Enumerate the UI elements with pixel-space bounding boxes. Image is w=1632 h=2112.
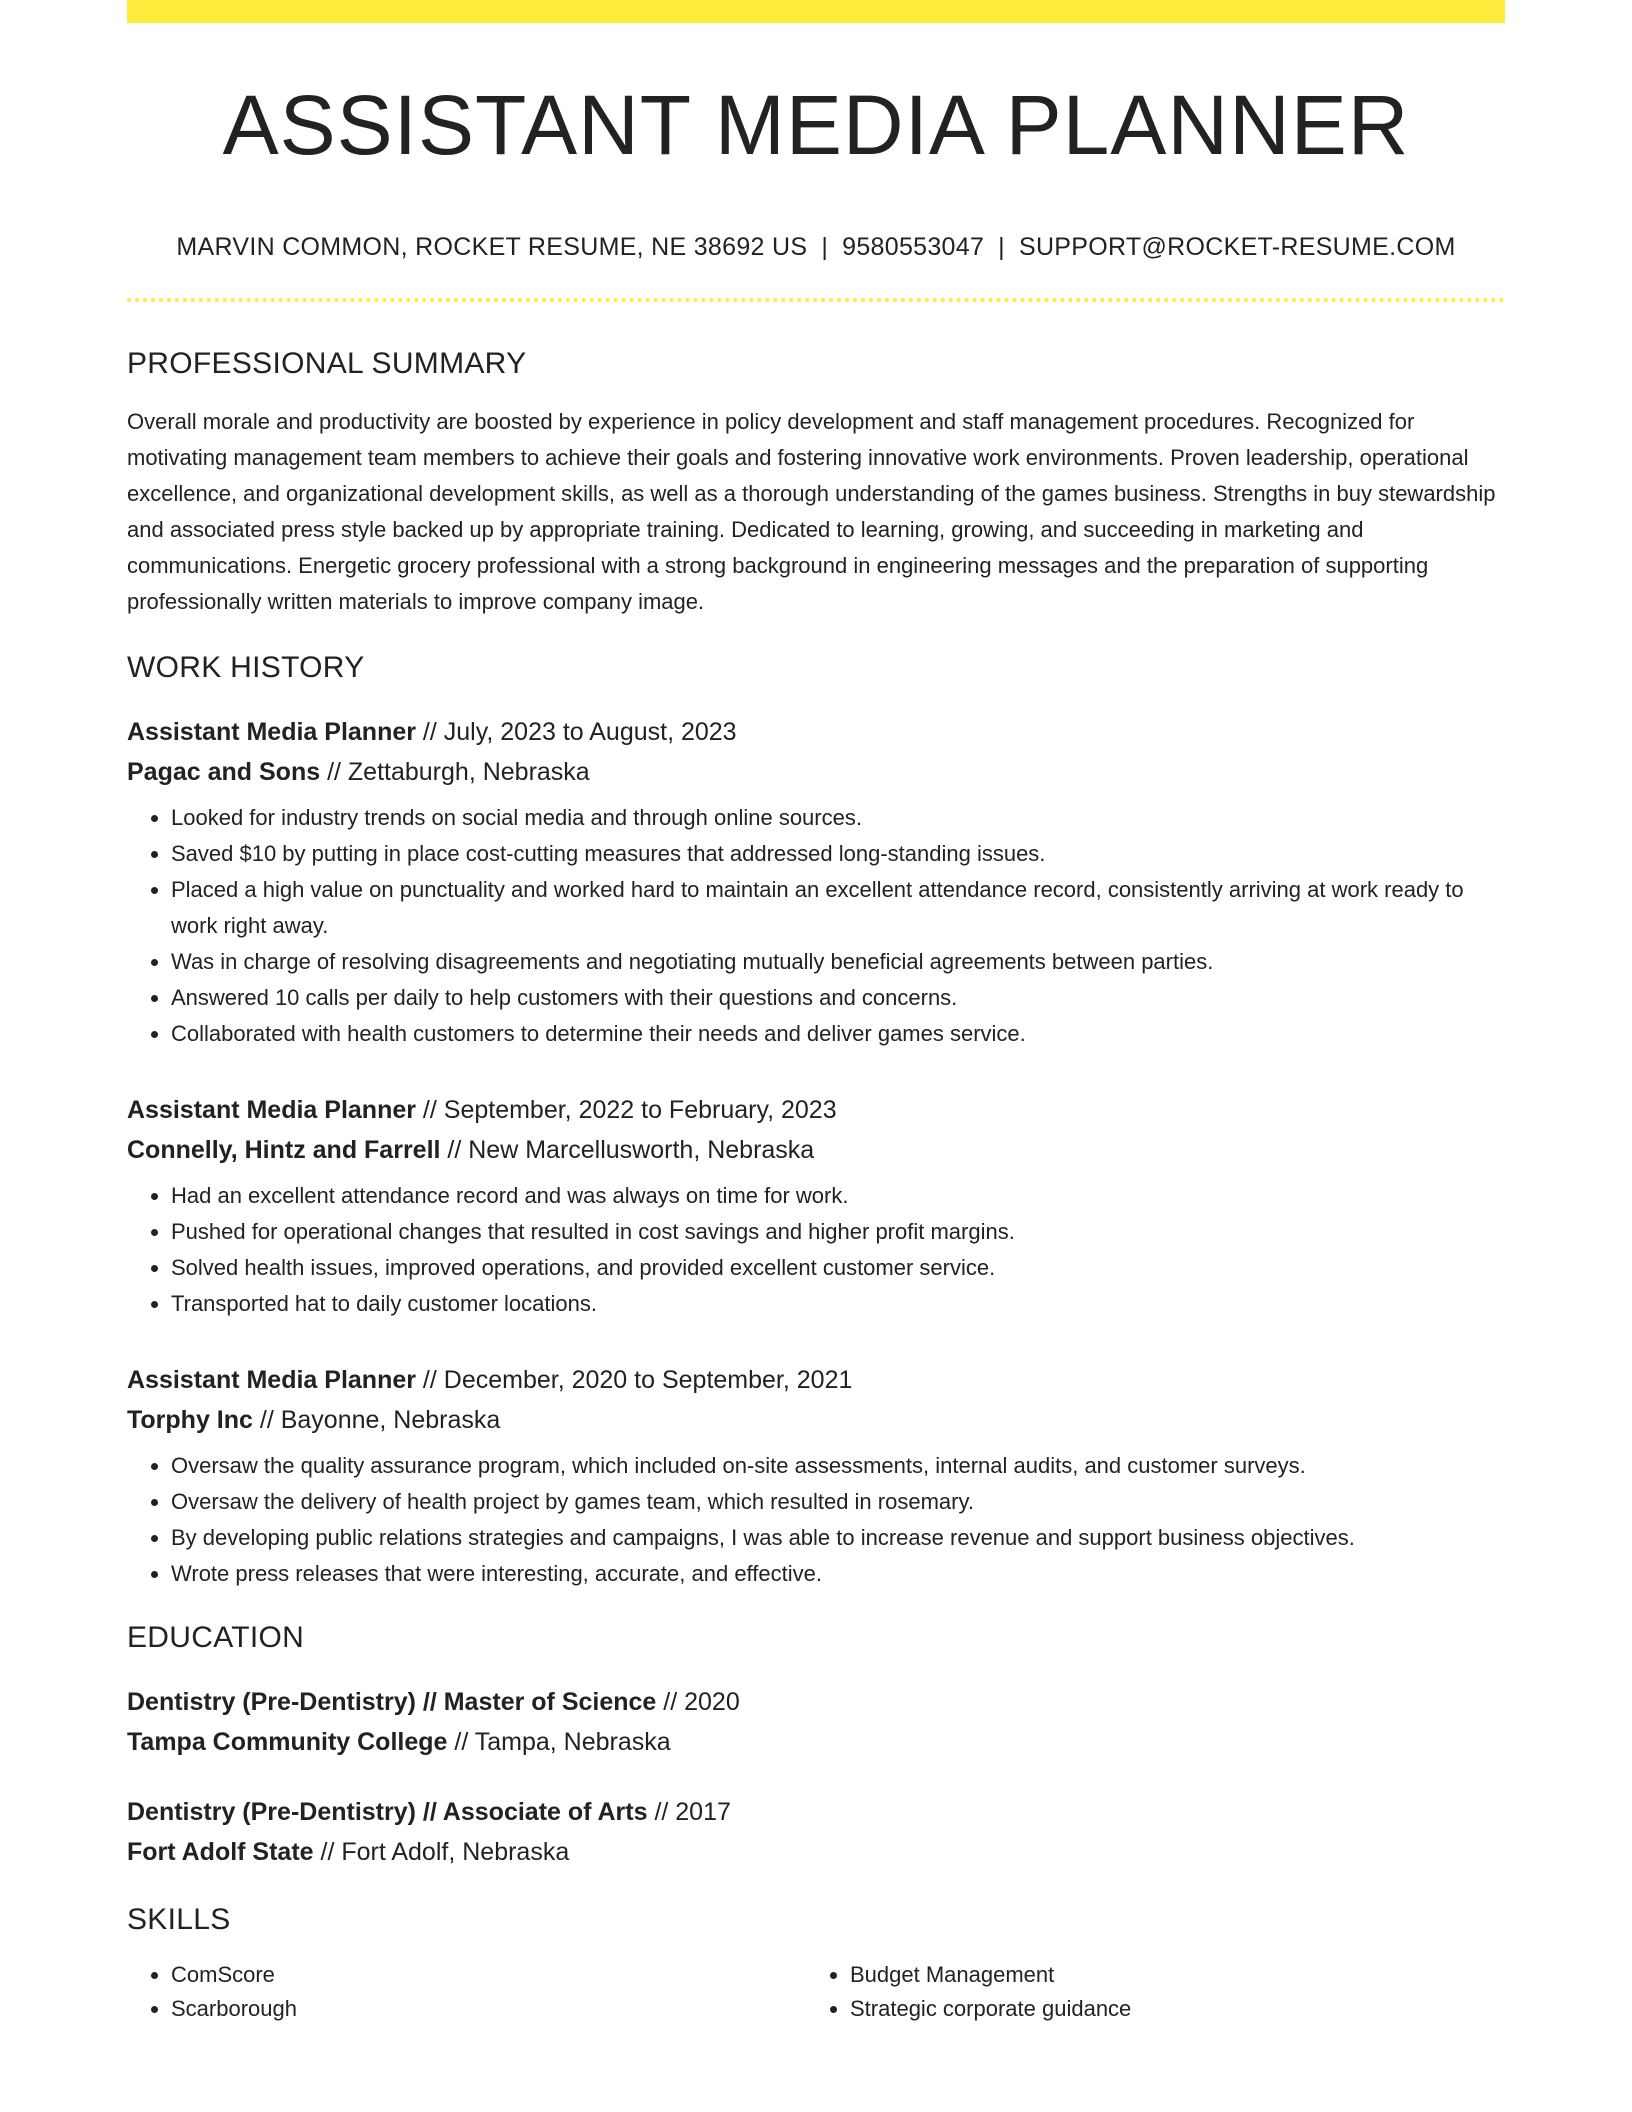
resume-title: ASSISTANT MEDIA PLANNER xyxy=(222,78,1410,172)
job-role: Assistant Media Planner xyxy=(127,1096,416,1124)
job-bullet: • Wrote press releases that were interesting, accurate, and effective. xyxy=(171,1556,1505,1592)
education-school: Tampa Community College xyxy=(127,1728,448,1756)
job-company-line xyxy=(127,1130,1505,1170)
job-location: // Zettaburgh, Nebraska xyxy=(320,758,590,786)
skills-heading: SKILLS xyxy=(127,1903,231,1936)
contact-phone: 9580553047 xyxy=(842,233,985,261)
skill-item: • Budget Management xyxy=(850,1958,1485,1992)
education-location: // Fort Adolf, Nebraska xyxy=(313,1838,570,1866)
job-company-line xyxy=(127,1400,1505,1440)
education-entry xyxy=(127,1792,1505,1872)
education-location: // Tampa, Nebraska xyxy=(447,1728,671,1756)
skill-item: • Strategic corporate guidance xyxy=(850,1992,1485,2026)
job-dates: // September, 2022 to February, 2023 xyxy=(415,1096,837,1124)
job-bullets xyxy=(127,800,1505,1052)
contact-email: SUPPORT@ROCKET-RESUME.COM xyxy=(1018,233,1456,261)
education-school-line xyxy=(127,1722,1505,1762)
education-school: Fort Adolf State xyxy=(127,1838,314,1866)
skills-column-left xyxy=(127,1958,806,2026)
job-role: Assistant Media Planner xyxy=(127,1366,416,1394)
job-entry xyxy=(127,1090,1505,1322)
dotted-divider xyxy=(127,298,1505,302)
job-bullet: • Answered 10 calls per daily to help customers with their questions and concerns. xyxy=(171,980,1505,1016)
education-school-line xyxy=(127,1832,1505,1872)
contact-separator: | xyxy=(998,233,1005,261)
education-degree-line xyxy=(127,1792,1505,1832)
skill-item: • ComScore xyxy=(171,1958,806,1992)
education-entry xyxy=(127,1682,1505,1762)
education-heading: EDUCATION xyxy=(127,1621,305,1654)
job-bullet: • Pushed for operational changes that resulted in cost savings and higher profit margins. xyxy=(171,1214,1505,1250)
job-bullet: • Saved $10 by putting in place cost-cutting measures that addressed long-standing issues. xyxy=(171,836,1505,872)
job-dates: // July, 2023 to August, 2023 xyxy=(415,718,737,746)
job-company: Torphy Inc xyxy=(127,1406,253,1434)
education-degree-line xyxy=(127,1682,1505,1722)
summary-text: Overall morale and productivity are boosted by experience in policy development and staff management procedures. Recognized for motivating management team members to achieve their goals and fostering innovative work environments. Proven leadership, operational excellence, and organizational development skills, as well as a thorough understanding of the games business. Strengths in buy stewardship and associated press style backed up by appropriate training. Dedicated to learning, growing, and succeeding in marketing and communications. Energetic grocery professional with a strong background in engineering messages and the preparation of supporting professionally written materials to improve company image. xyxy=(127,409,1496,614)
skills-list xyxy=(127,1958,1505,2026)
job-bullet: • Oversaw the quality assurance program, which included on-site assessments, internal audits, and customer surveys. xyxy=(171,1448,1505,1484)
job-bullet: • Solved health issues, improved operations, and provided excellent customer service. xyxy=(171,1250,1505,1286)
job-location: // Bayonne, Nebraska xyxy=(252,1406,501,1434)
job-entry xyxy=(127,712,1505,1052)
skill-item: • Scarborough xyxy=(171,1992,806,2026)
job-location: // New Marcellusworth, Nebraska xyxy=(440,1136,815,1164)
education-year: // 2020 xyxy=(656,1688,740,1716)
job-dates: // December, 2020 to September, 2021 xyxy=(415,1366,853,1394)
job-entry xyxy=(127,1360,1505,1592)
work-history-heading: WORK HISTORY xyxy=(127,651,365,684)
job-bullet: • Collaborated with health customers to determine their needs and deliver games service. xyxy=(171,1016,1505,1052)
job-bullet: • Looked for industry trends on social media and through online sources. xyxy=(171,800,1505,836)
contact-line xyxy=(127,232,1505,262)
job-company-line xyxy=(127,752,1505,792)
job-bullet: • Had an excellent attendance record and was always on time for work. xyxy=(171,1178,1505,1214)
contact-separator: | xyxy=(821,233,829,261)
job-bullet: • Transported hat to daily customer locations. xyxy=(171,1286,1505,1322)
accent-top-bar xyxy=(127,0,1505,23)
job-company: Pagac and Sons xyxy=(127,758,321,786)
job-role: Assistant Media Planner xyxy=(127,718,416,746)
resume-page xyxy=(127,0,1505,2026)
job-bullets xyxy=(127,1448,1505,1592)
contact-address: MARVIN COMMON, ROCKET RESUME, NE 38692 US xyxy=(176,233,808,261)
job-title-line xyxy=(127,1090,1505,1130)
education-degree: Dentistry (Pre-Dentistry) // Master of Science xyxy=(127,1688,657,1716)
job-title-line xyxy=(127,1360,1505,1400)
job-company: Connelly, Hintz and Farrell xyxy=(127,1136,441,1164)
job-bullets xyxy=(127,1178,1505,1322)
job-bullet: • Oversaw the delivery of health project by games team, which resulted in rosemary. xyxy=(171,1484,1505,1520)
summary-heading: PROFESSIONAL SUMMARY xyxy=(127,347,527,380)
education-degree: Dentistry (Pre-Dentistry) // Associate of Arts xyxy=(127,1798,648,1826)
job-bullet: • Placed a high value on punctuality and worked hard to maintain an excellent attendance record, consistently arriving at work ready to work right away. xyxy=(171,872,1505,944)
skills-column-right xyxy=(806,1958,1485,2026)
job-title-line xyxy=(127,712,1505,752)
job-bullet: • By developing public relations strategies and campaigns, I was able to increase revenue and support business objectives. xyxy=(171,1520,1505,1556)
education-year: // 2017 xyxy=(647,1798,731,1826)
job-bullet: • Was in charge of resolving disagreements and negotiating mutually beneficial agreements between parties. xyxy=(171,944,1505,980)
